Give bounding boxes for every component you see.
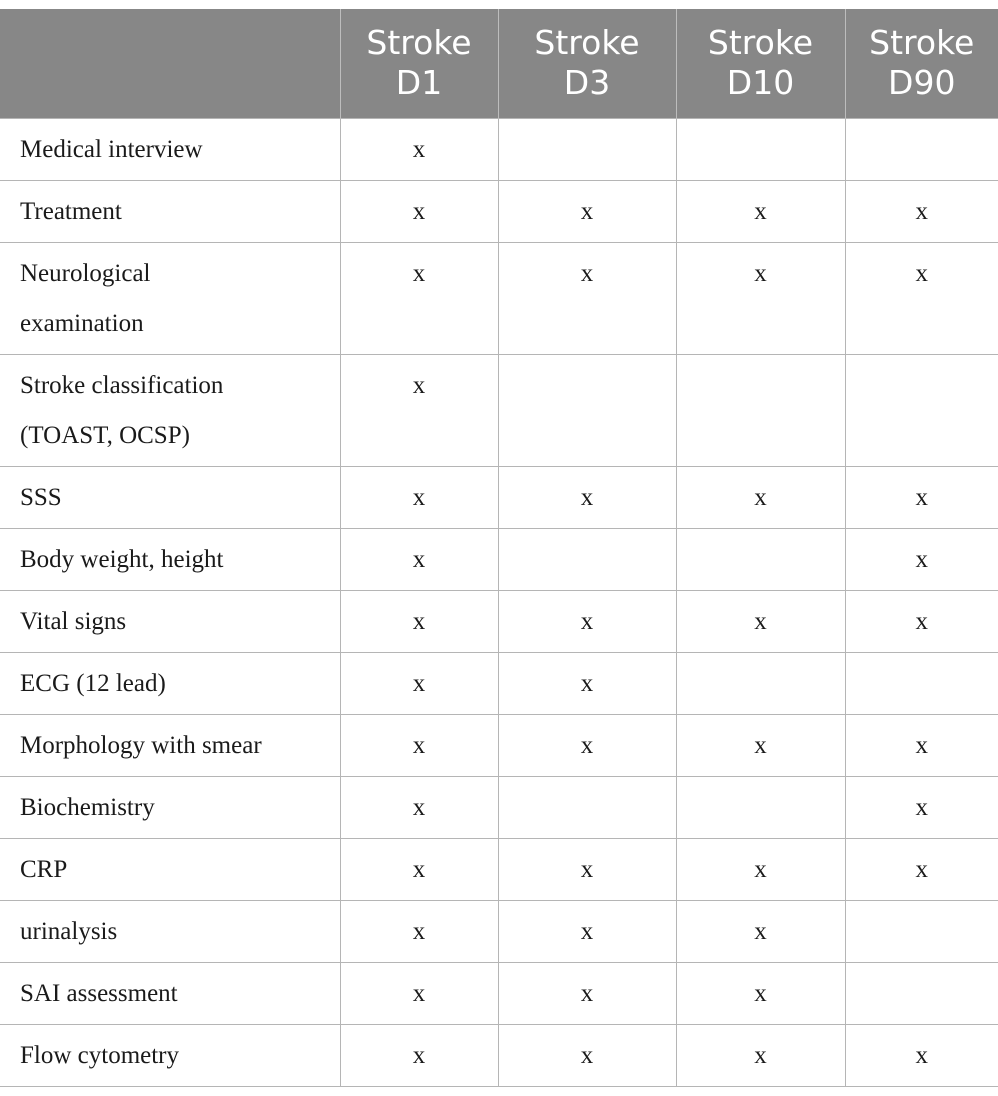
cell-d1: x (340, 838, 498, 900)
cell-d90 (845, 900, 998, 962)
row-label: Morphology with smear (0, 714, 340, 776)
cell-d10: x (676, 590, 845, 652)
table-row (0, 590, 998, 652)
cell-d90: x (845, 590, 998, 652)
cell-d3 (498, 528, 676, 590)
cell-d1: x (340, 776, 498, 838)
cell-d10: x (676, 242, 845, 354)
cell-d3: x (498, 242, 676, 354)
cell-d90: x (845, 466, 998, 528)
cell-d1: x (340, 652, 498, 714)
row-label: Neurological examination (0, 242, 340, 354)
cell-d90: x (845, 776, 998, 838)
table-row (0, 354, 998, 466)
cell-d10: x (676, 838, 845, 900)
cell-d90 (845, 962, 998, 1024)
row-label: Treatment (0, 180, 340, 242)
cell-d1: x (340, 714, 498, 776)
cell-d90 (845, 652, 998, 714)
cell-d1: x (340, 242, 498, 354)
cell-d1: x (340, 180, 498, 242)
cell-d1: x (340, 1024, 498, 1086)
cell-d1: x (340, 590, 498, 652)
header-cell-stroke-d3: Stroke D3 (498, 9, 676, 118)
cell-d10 (676, 354, 845, 466)
cell-d90: x (845, 1024, 998, 1086)
cell-d3: x (498, 590, 676, 652)
cell-d3: x (498, 466, 676, 528)
cell-d3 (498, 776, 676, 838)
cell-d90 (845, 118, 998, 180)
row-label: Biochemistry (0, 776, 340, 838)
table-row (0, 242, 998, 354)
cell-d3: x (498, 652, 676, 714)
row-label: Medical interview (0, 118, 340, 180)
cell-d3: x (498, 180, 676, 242)
row-label: Body weight, height (0, 528, 340, 590)
cell-d90: x (845, 838, 998, 900)
cell-d3: x (498, 838, 676, 900)
cell-d3 (498, 354, 676, 466)
table-row (0, 962, 998, 1024)
cell-d10: x (676, 1024, 845, 1086)
cell-d1: x (340, 900, 498, 962)
cell-d90: x (845, 714, 998, 776)
row-label: SAI assessment (0, 962, 340, 1024)
cell-d10 (676, 118, 845, 180)
cell-d10 (676, 528, 845, 590)
cell-d1: x (340, 466, 498, 528)
cell-d10: x (676, 962, 845, 1024)
cell-d3: x (498, 962, 676, 1024)
header-cell-stroke-d10: Stroke D10 (676, 9, 845, 118)
table-row (0, 900, 998, 962)
assessment-schedule-table (0, 9, 998, 1087)
header-cell-stroke-d1: Stroke D1 (340, 9, 498, 118)
cell-d10 (676, 776, 845, 838)
row-label: Vital signs (0, 590, 340, 652)
cell-d1: x (340, 528, 498, 590)
table-header-row (0, 9, 998, 118)
cell-d90: x (845, 180, 998, 242)
cell-d3: x (498, 900, 676, 962)
cell-d3 (498, 118, 676, 180)
table-row (0, 776, 998, 838)
cell-d1: x (340, 118, 498, 180)
row-label: SSS (0, 466, 340, 528)
cell-d3: x (498, 1024, 676, 1086)
table-row (0, 1024, 998, 1086)
row-label: urinalysis (0, 900, 340, 962)
header-cell-empty (0, 9, 340, 118)
header-cell-stroke-d90: Stroke D90 (845, 9, 998, 118)
cell-d1: x (340, 962, 498, 1024)
cell-d90 (845, 354, 998, 466)
cell-d10: x (676, 180, 845, 242)
cell-d90: x (845, 242, 998, 354)
table-row (0, 180, 998, 242)
table-row (0, 466, 998, 528)
cell-d10: x (676, 714, 845, 776)
cell-d90: x (845, 528, 998, 590)
cell-d10: x (676, 900, 845, 962)
row-label: Flow cytometry (0, 1024, 340, 1086)
table-row (0, 714, 998, 776)
row-label: Stroke classification (TOAST, OCSP) (0, 354, 340, 466)
cell-d3: x (498, 714, 676, 776)
table-row (0, 652, 998, 714)
cell-d10: x (676, 466, 845, 528)
table-row (0, 118, 998, 180)
table-row (0, 528, 998, 590)
table-row (0, 838, 998, 900)
row-label: CRP (0, 838, 340, 900)
cell-d10 (676, 652, 845, 714)
cell-d1: x (340, 354, 498, 466)
row-label: ECG (12 lead) (0, 652, 340, 714)
